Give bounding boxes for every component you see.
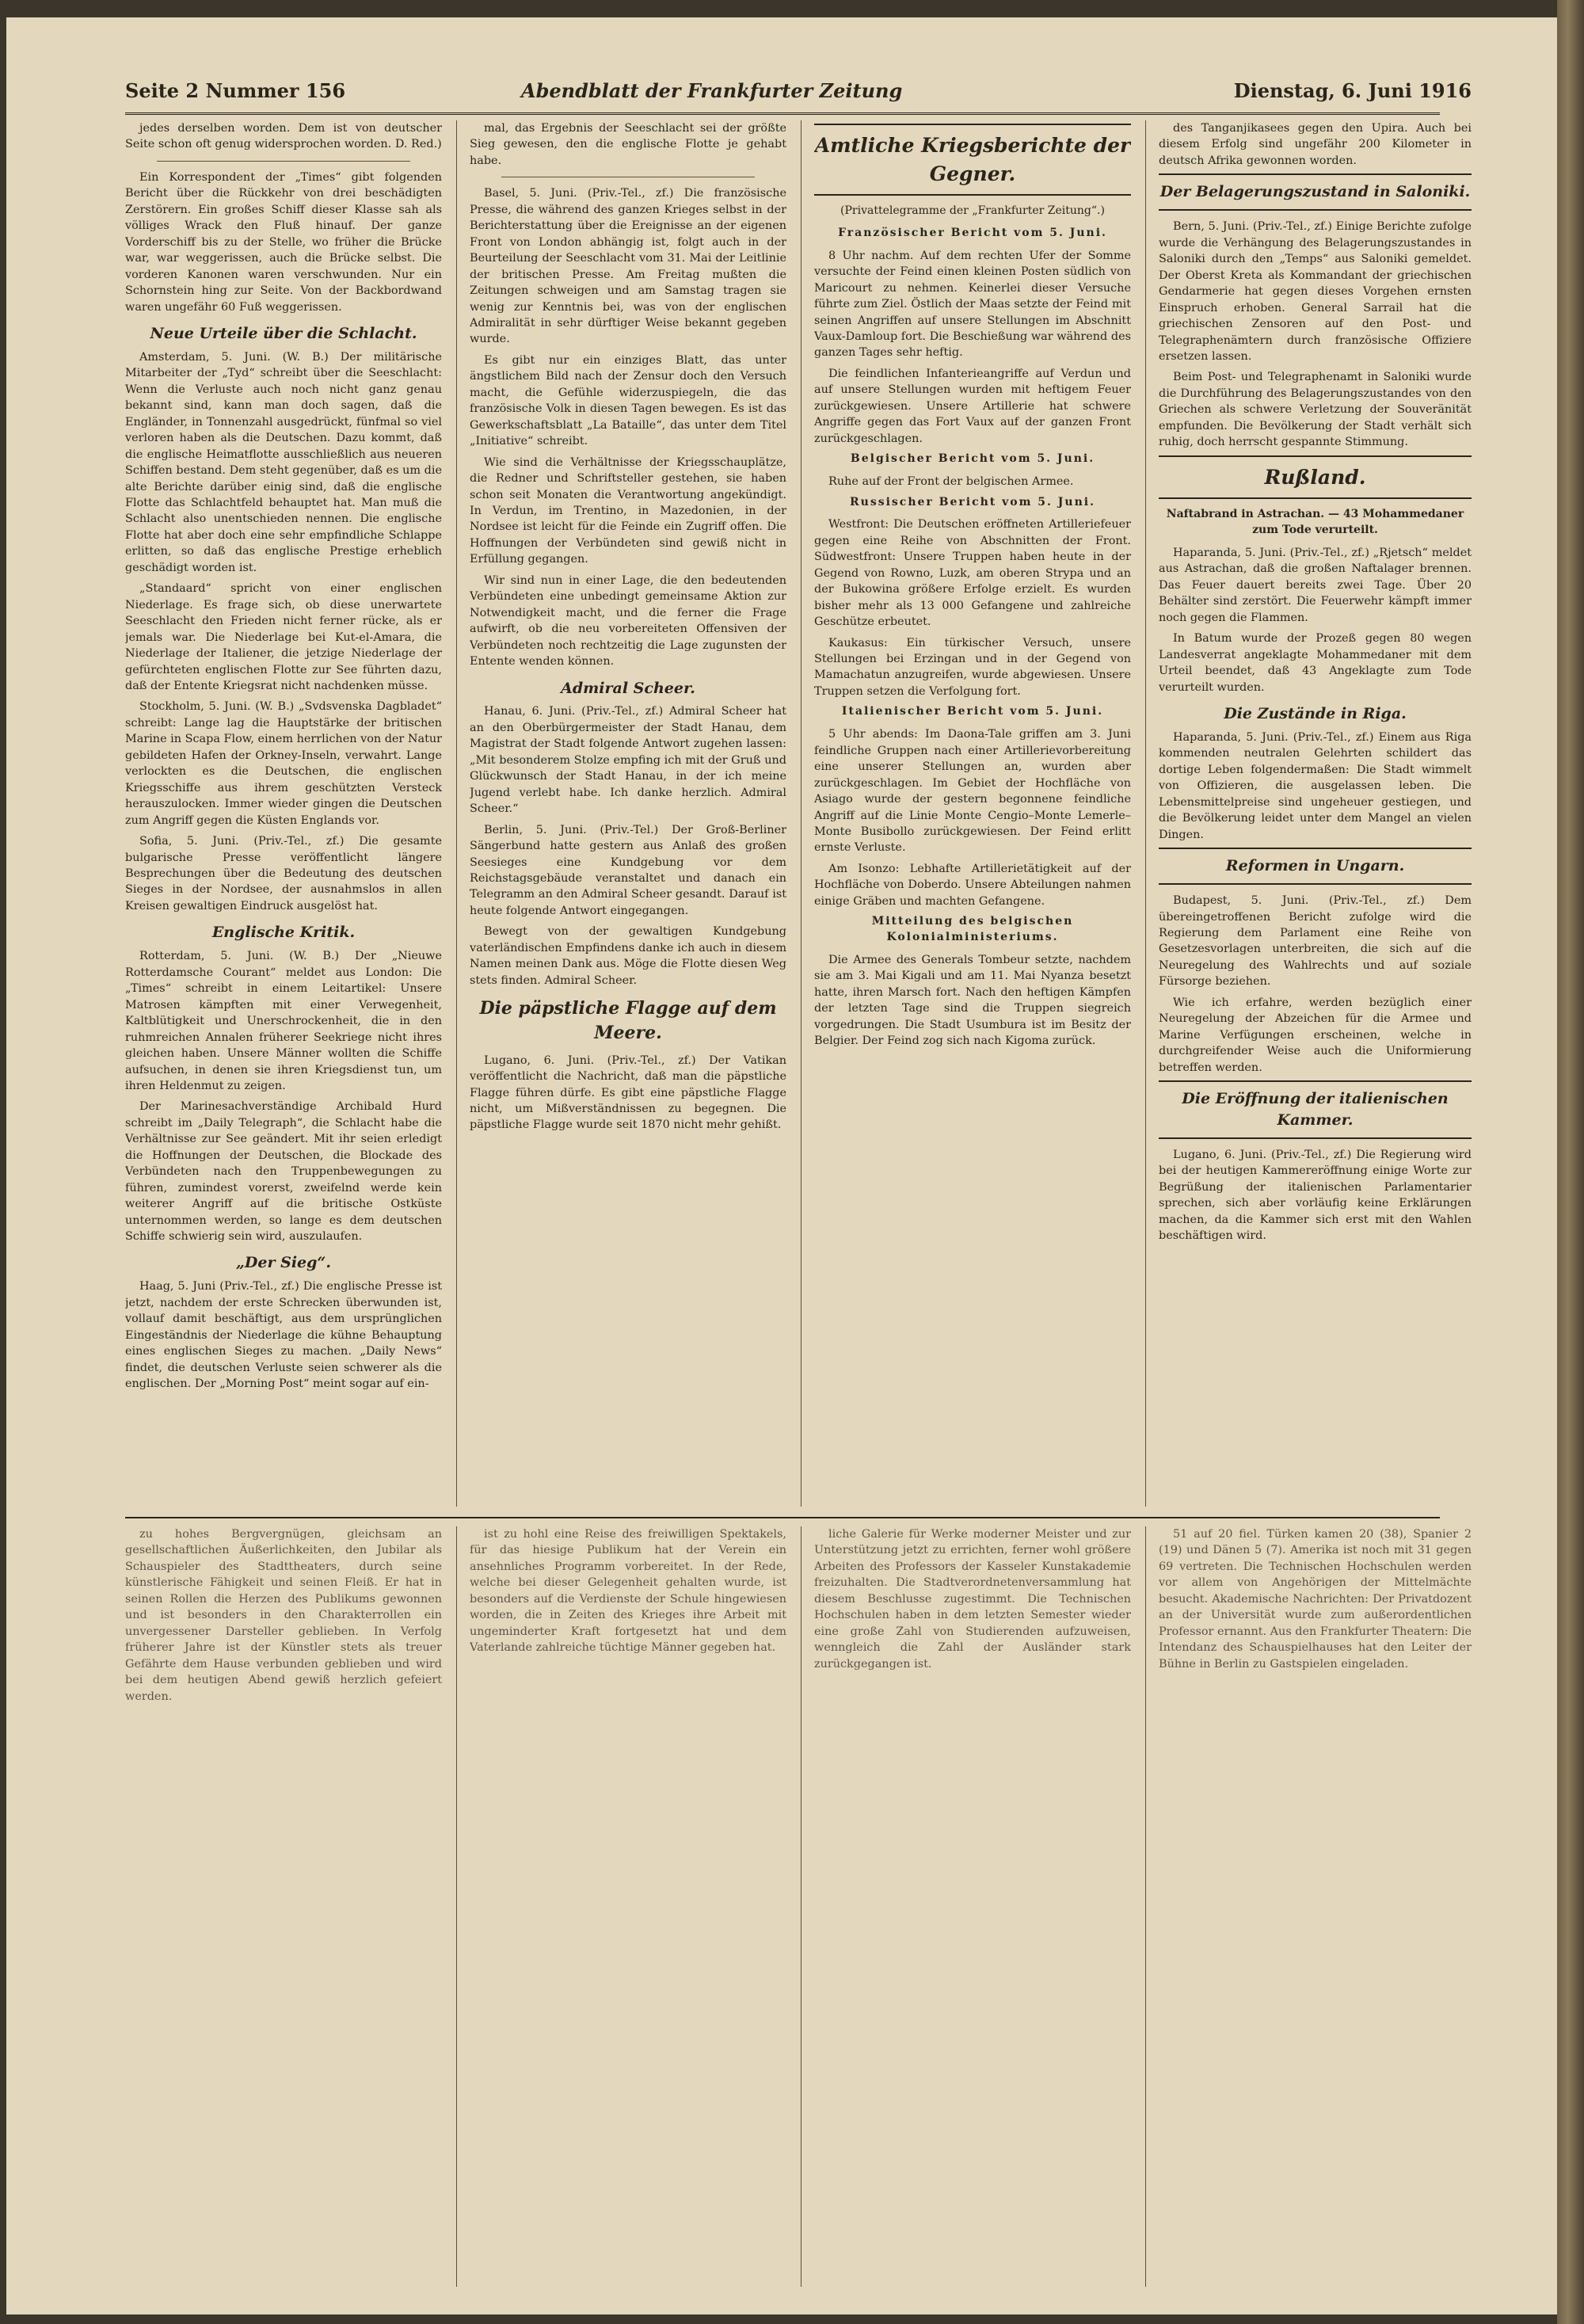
column-1	[125, 120, 442, 1507]
article-text: Lugano, 6. Juni. (Priv.-Tel., zf.) Der Vatikan veröffentlicht die Nachricht, daß man die päpstliche Flagge führen dürfe. Es gibt eine päpstliche Flagge nicht, um Mißverständnissen zu begegnen. Die päpstliche Flagge wurde seit 1870 nicht mehr gehißt.	[470, 1053, 786, 1132]
article-text: Die Armee des Generals Tombeur setzte, nachdem sie am 3. Mai Kigali und am 11. Mai Nyanza besetzt hatte, ihren Marsch fort. Nach den heftigen Kämpfen der letzten Tage sind die Truppen siegreich vorgedrungen. Die Stadt Usumbura ist im Besitz der Belgier. Der Feind zog sich nach Kigoma zurück.	[814, 953, 1131, 1048]
article-text: Ein Korrespondent der „Times“ gibt folgenden Bericht über die Rückkehr von drei beschädigten Zerstörern. Ein großes Schiff dieser Klasse sah als völliges Wrack den Fluß hinauf. Der ganze Vorderschiff bis zu der Stelle, wo früher die Brücke war, war weggerissen, auch die Brücke selbst. Die vorderen Kanonen waren verschwunden. Nur ein Schornstein hing zur Seite. Von der Backbordwand waren ungefähr 60 Fuß weggerissen.	[125, 170, 442, 314]
article-text: Am Isonzo: Lebhafte Artillerietätigkeit auf der Hochfläche von Doberdo. Unsere Abteilungen nahmen einige Gräben und machten Gefangene.	[814, 862, 1131, 908]
article-text: Budapest, 5. Juni. (Priv.-Tel., zf.) Dem übereingetroffenen Bericht zufolge wird die Regierung dem Parlament eine Reihe von Gesetzesvorlagen unterbreiten, die sich auf die Neuregelung des Wahlrechts und auf soziale Fürsorge beziehen.	[1159, 894, 1472, 989]
report-heading: Italienischer Bericht vom 5. Juni.	[841, 705, 1104, 718]
article-text: Die feindlichen Infanterieangriffe auf Verdun und auf unsere Stellungen wurden mit heftigem Feuer zurückgewiesen. Unsere Artillerie hat schwere Angriffe gegen das Fort Vaux auf der ganzen Front zurückgeschlagen.	[814, 367, 1131, 445]
article-heading: Die Zustände in Riga.	[1224, 705, 1407, 722]
feuilleton-column-1	[125, 1526, 442, 2287]
column-rule	[1145, 120, 1146, 1507]
article-text: des Tanganjikasees gegen den Upira. Auch bei diesem Erfolg sind ungefähr 200 Kilometer in deutsch Afrika gewonnen worden.	[1159, 122, 1472, 167]
page-binding-edge	[1557, 0, 1584, 2324]
article-text: Wir sind nun in einer Lage, die den bedeutenden Verbündeten eine unbedingt gemeinsame Aktion zur Notwendigkeit macht, und die ferner die Frage aufwirft, ob die neu vorbereiteten Offensiven der Verbündeten noch rechtzeitig die Lage zugunsten der Entente wenden können.	[470, 573, 786, 669]
section-heading-box	[1159, 455, 1472, 500]
article-text: Haparanda, 5. Juni. (Priv.-Tel., zf.) „Rjetsch“ meldet aus Astrachan, daß die großen Naftalager brennen. Das Feuer dauert bereits zwei Tage. Über 20 Behälter sind zerstört. Die Feuerwehr kämpft immer noch gegen die Flammen.	[1159, 546, 1472, 624]
section-heading-box	[1159, 173, 1472, 211]
article-heading: Der Belagerungszustand in Saloniki.	[1159, 183, 1471, 201]
article-text: In Batum wurde der Prozeß gegen 80 wegen Landesverrat angeklagte Mohammedaner mit dem Urteil beendet, daß 43 Angeklagte zum Tode verurteilt wurden.	[1159, 632, 1472, 694]
article-text: Es gibt nur ein einziges Blatt, das unter ängstlichem Bild nach der Zensur doch den Versuch macht, die Gefühle widerzuspiegeln, die das französische Volk in diesen Tagen bewegen. Es ist das Gewerkschaftsblatt „La Bataille“, das unter dem Titel „Initiative“ schreibt.	[470, 353, 786, 448]
article-text: Basel, 5. Juni. (Priv.-Tel., zf.) Die französische Presse, die während des ganzen Krieges selbst in der Berichterstattung über die Ereignisse an der eigenen Front von London abhängig ist, folgt auch in der Beurteilung der Seeschlacht vom 31. Mai der Leitlinie der britischen Presse. Am Freitag mußten die Zeitungen schweigen und am Samstag tragen sie wenig zur Kenntnis bei, was von der englischen Admiralität in sehr dürftiger Weise bekannt gegeben wurde.	[470, 187, 786, 346]
article-text: 5 Uhr abends: Im Daona-Tale griffen am 3. Juni feindliche Gruppen nach einer Artillerievorbereitung eine unserer Stellungen an, wurden aber zurückgeschlagen. Im Gebiet der Hochfläche von Asiago wurde der gestern begonnene feindliche Angriff auf die Linie Monte Cengio–Monte Lemerle–Monte Busibollo zurückgewiesen. Der Feind erlitt ernste Verluste.	[814, 728, 1131, 855]
article-text: Beim Post- und Telegraphenamt in Saloniki wurde die Durchführung des Belagerungszustandes von den Griechen als schwere Verletzung der Souveränität empfunden. Die Bevölkerung der Stadt verhält sich ruhig, doch herrscht gespannte Stimmung.	[1159, 371, 1472, 449]
column-rule	[801, 1526, 802, 2287]
page-number: Seite 2 Nummer 156	[125, 79, 346, 102]
column-rule	[456, 1526, 457, 2287]
article-text: Westfront: Die Deutschen eröffneten Artilleriefeuer gegen eine Reihe von Abschnitten der Front. Südwestfront: Unsere Truppen haben heute in der Gegend von Rowno, Luzk, am oberen Strypa und an der Bukowina größere Erfolge erzielt. Es wurden bisher mehr als 13 000 Gefangene und zahlreiche Geschütze erbeutet.	[814, 518, 1131, 629]
article-heading: Neue Urteile über die Schlacht.	[150, 324, 417, 342]
section-heading: Amtliche Kriegsberichte der Gegner.	[814, 134, 1131, 185]
report-heading: Mitteilung des belgischen Kolonialministeriums.	[871, 915, 1074, 944]
article-text: Rotterdam, 5. Juni. (W. B.) Der „Nieuwe Rotterdamsche Courant“ meldet aus London: Die „Times“ schreibt in einem Leitartikel: Unsere Matrosen kämpften mit einer Verwegenheit, Kaltblütigkeit und Unerschrockenheit, die in den ruhmreichen Annalen früherer Seekriege nicht ihres gleichen haben. Unsere Männer wollten die Schiffe aufsuchen, in denen sie ihren Kriegsdienst tun, um ihren Heldenmut zu zeigen.	[125, 950, 442, 1092]
article-heading: Die Eröffnung der italienischen Kammer.	[1182, 1090, 1449, 1130]
newspaper-title: Abendblatt der Frankfurter Zeitung	[521, 79, 903, 102]
article-heading: „Der Sieg“.	[236, 1254, 331, 1272]
article-heading: Die päpstliche Flagge auf dem Meere.	[479, 998, 777, 1044]
newspaper-page	[6, 17, 1557, 2314]
article-text: Kaukasus: Ein türkischer Versuch, unsere Stellungen bei Erzingan und in der Gegend von Mamachatun anzugreifen, wurde abgewiesen. Unsere Truppen setzen die Verfolgung fort.	[814, 636, 1131, 698]
column-rule	[1145, 1526, 1146, 2287]
column-4	[1159, 120, 1472, 1507]
feuilleton-text: 51 auf 20 fiel. Türken kamen 20 (38), Spanier 2 (19) und Dänen 5 (7). Amerika ist noch mit 31 gegen 69 vertreten. Die Technischen Hochschulen werden vor allem von Angehörigen der Mittelmächte besucht. Akademische Nachrichten: Der Privatdozent an der Universität wurde zum außerordentlichen Professor ernannt. Aus den Frankfurter Theatern: Die Intendanz des Schauspielhauses hat den Leiter der Bühne in Berlin zu Gastspielen eingeladen.	[1159, 1528, 1472, 1671]
article-text: Ruhe auf der Front der belgischen Armee.	[828, 475, 1074, 489]
divider	[157, 161, 410, 162]
article-text: mal, das Ergebnis der Seeschlacht sei der größte Sieg gewesen, den die englische Flotte je gehabt habe.	[470, 122, 786, 167]
feuilleton-column-3	[814, 1526, 1131, 2287]
feuilleton-rule	[125, 1517, 1440, 1518]
column-2	[470, 120, 786, 1507]
feuilleton-text: zu hohes Bergvergnügen, gleichsam an gesellschaftlichen Äußerlichkeiten, den Jubilar als Schauspieler des Stadttheaters, durch seine künstlerische Fähigkeit und seinen Fleiß. Er hat in seinen Rollen die Herzen des Publikums gewonnen und ist besonders in den Charakterrollen ein unvergessener Darsteller geblieben. In Verfolg früherer Jahre ist der Künstler stets als treuer Gefährte dem Hause verbunden geblieben und wird bei dem heutigen Abend gewiß herzlich gefeiert werden.	[125, 1528, 442, 1703]
article-text: Wie ich erfahre, werden bezüglich einer Neuregelung der Abzeichen für die Armee und Marine Verfügungen erscheinen, welche in durchgreifender Weise auch die Uniformierung betreffen werden.	[1159, 996, 1472, 1074]
section-heading-box	[814, 124, 1131, 196]
article-text: Stockholm, 5. Juni. (W. B.) „Svdsvenska Dagbladet“ schreibt: Lange lag die Hauptstärke der britischen Marine in Scapa Flow, einem herrlichen von der Natur gebildeten Hafen der Orkney-Inseln, verwahrt. Lange verlockten es die Deutschen, die englischen Kriegsschiffe aus ihrem geschützten Versteck herauszulocken. Immer wieder gingen die Deutschen zum Angriff gegen die Küsten Englands vor.	[125, 700, 442, 827]
article-text: Hanau, 6. Juni. (Priv.-Tel., zf.) Admiral Scheer hat an den Oberbürgermeister der Stadt Hanau, dem Magistrat der Stadt folgende Antwort zugehen lassen: „Mit besonderem Stolze empfing ich mit der Gruß und Glückwunsch der Stadt Hanau, in der ich meine Jugend verlebt habe. Ich danke herzlich. Admiral Scheer.“	[470, 705, 786, 816]
section-heading: Rußland.	[1264, 465, 1366, 489]
article-text: Haparanda, 5. Juni. (Priv.-Tel., zf.) Einem aus Riga kommenden neutralen Gelehrten schildert das dortige Leben folgendermaßen: Die Stadt wimmelt von Offizieren, die ausgelassen leben. Die Lebensmittelpreise sind ungeheuer gestiegen, und die Bevölkerung leidet unter dem Mangel an vielen Dingen.	[1159, 730, 1472, 841]
section-subheading: (Privattelegramme der „Frankfurter Zeitung“.)	[840, 204, 1105, 217]
article-heading: Reformen in Ungarn.	[1225, 857, 1405, 875]
report-heading: Belgischer Bericht vom 5. Juni.	[850, 452, 1095, 466]
section-subheading: Naftabrand in Astrachan. — 43 Mohammedaner zum Tode verurteilt.	[1166, 508, 1464, 537]
column-3	[814, 120, 1131, 1507]
article-text: jedes derselben worden. Dem ist von deutscher Seite schon oft genug widersprochen worden. D. Red.)	[125, 122, 442, 151]
article-text: Der Marinesachverständige Archibald Hurd schreibt im „Daily Telegraph“, die Schlacht habe die Verhältnisse zur See geändert. Mit ihr seien erledigt die Hoffnungen der Deutschen, die Blockade des Verbündeten nach den Truppenbewegungen zu führen, zumindest vorerst, zweifelnd werde kein weiterer Angriff auf die britische Ostküste unternommen werden, so lange es dem deutschen Schiffe schwierig sein wird, auszulaufen.	[125, 1100, 442, 1244]
article-text: 8 Uhr nachm. Auf dem rechten Ufer der Somme versuchte der Feind einen kleinen Posten südlich von Maricourt zu nehmen. Keinerlei dieser Versuche führte zum Ziel. Östlich der Maas setzte der Feind mit seinen Angriffen auf unsere Stellungen im Abschnitt Vaux-Damloup fort. Die Beschießung war während des ganzen Tages sehr heftig.	[814, 249, 1131, 360]
article-text: Bern, 5. Juni. (Priv.-Tel., zf.) Einige Berichte zufolge wurde die Verhängung des Belagerungszustandes in Saloniki durch den „Temps“ aus Saloniki gemeldet. Der Oberst Kreta als Kommandant der griechischen Gendarmerie hat gegen dieses Vorgehen ernsten Einspruch erhoben. General Sarrail hat die griechischen Zensoren auf den Post- und Telegraphenämtern durch französische Offiziere ersetzen lassen.	[1159, 220, 1472, 363]
article-text: „Standaard“ spricht von einer englischen Niederlage. Es frage sich, ob diese unerwartete Seeschlacht den Frieden nicht ferner rücke, als er jemals war. Die Niederlage bei Kut-el-Amara, die Niederlage der Italiener, die jetzige Niederlage der gefürchteten englischen Flotte zur See führten dazu, daß der Entente Kriegsrat nicht nachdenken müsse.	[125, 582, 442, 693]
feuilleton-text: liche Galerie für Werke moderner Meister und zur Unterstützung jetzt zu errichten, ferner wohl größere Arbeiten des Professors der Kasseler Kunstakademie freizuhalten. Die Stadtverordnetenversammlung hat diesem Beschlusse zugestimmt. Die Technischen Hochschulen haben in dem letzten Semester wieder eine große Zahl von Studierenden aufzuweisen, wenngleich die Zahl der Ausländer stark zurückgegangen ist.	[814, 1528, 1131, 1671]
section-heading-box	[1159, 1080, 1472, 1139]
article-heading: Admiral Scheer.	[561, 679, 695, 697]
issue-date: Dienstag, 6. Juni 1916	[1233, 79, 1472, 102]
report-heading: Französischer Bericht vom 5. Juni.	[838, 226, 1107, 239]
feuilleton-column-2	[470, 1526, 786, 2287]
report-heading: Russischer Bericht vom 5. Juni.	[850, 495, 1095, 509]
masthead	[125, 65, 1472, 115]
section-heading-box	[1159, 848, 1472, 885]
article-text: Haag, 5. Juni (Priv.-Tel., zf.) Die englische Presse ist jetzt, nachdem der erste Schrecken überwunden ist, vollauf damit beschäftigt, aus dem ursprünglichen Eingeständnis der Niederlage die kühne Behauptung eines englischen Sieges zu machen. „Daily News“ findet, die deutschen Verluste seien schwerer als die englischen. Der „Morning Post“ meint sogar auf ein-	[125, 1280, 442, 1391]
article-text: Berlin, 5. Juni. (Priv.-Tel.) Der Groß-Berliner Sängerbund hatte gestern aus Anlaß des großen Seesieges eine Kundgebung vor dem Reichstagsgebäude veranstaltet und danach ein Telegramm an den Admiral Scheer gesandt. Darauf ist heute folgende Antwort eingegangen.	[470, 823, 786, 917]
feuilleton-text: ist zu hohl eine Reise des freiwilligen Spektakels, für das hiesige Publikum hat der Verein ein ansehnliches Programm vorbereitet. In der Rede, welche bei dieser Gelegenheit gehalten wurde, ist besonders auf die Verdienste der Schule hingewiesen worden, die in Zeiten des Krieges ihre Arbeit mit ungeminderter Kraft fortgesetzt hat und dem Vaterlande zahlreiche tüchtige Männer gegeben hat.	[470, 1528, 786, 1655]
article-text: Bewegt von der gewaltigen Kundgebung vaterländischen Empfindens danke ich auch in diesem Namen meinen Dank aus. Möge die Flotte diesen Weg stets finden. Admiral Scheer.	[470, 925, 786, 987]
article-text: Lugano, 6. Juni. (Priv.-Tel., zf.) Die Regierung wird bei der heutigen Kammereröffnung einige Worte zur Begrüßung der italienischen Parlamentarier sprechen, sich aber vorläufig keine Erklärungen machen, da die Kammer sich erst mit den Wahlen beschäftigen wird.	[1159, 1149, 1472, 1243]
article-text: Sofia, 5. Juni. (Priv.-Tel., zf.) Die gesamte bulgarische Presse veröffentlicht längere Besprechungen über die Bedeutung des deutschen Sieges in der Nordsee, der ausnahmslos in allen Kreisen gewaltigen Eindruck ausgelöst hat.	[125, 835, 442, 912]
article-heading: Englische Kritik.	[211, 924, 356, 942]
article-text: Amsterdam, 5. Juni. (W. B.) Der militärische Mitarbeiter der „Tyd“ schreibt über die Seeschlacht: Wenn die Verluste auch noch nicht ganz genau bekannt sind, kann man doch sagen, daß die Engländer, in Tonnenzahl ausgedrückt, fünfmal so viel verloren haben als die Deutschen. Dazu kommt, daß die englische Heimatflotte ausschließlich aus neueren Schiffen bestand. Dem steht gegenüber, daß es um die alte Berichte darüber einig sind, daß die englische Flotte das Schlachtfeld behauptet hat. Man muß die Schlacht also unentschieden nennen. Die englische Flotte hat aber doch eine sehr empfindliche Schlappe erlitten, so daß das englische Prestige erheblich geschädigt worden ist.	[125, 350, 442, 574]
column-rule	[801, 120, 802, 1507]
feuilleton-column-4	[1159, 1526, 1472, 2287]
column-rule	[456, 120, 457, 1507]
article-text: Wie sind die Verhältnisse der Kriegsschauplätze, die Redner und Schriftsteller gestehen, sie haben schon seit Monaten die Verantwortung angekündigt. In Verdun, im Trentino, in Mazedonien, in der Nordsee ist leicht für die Feinde ein Zugriff offen. Die Hoffnungen der Verbündeten sind gewiß nicht in Erfüllung gegangen.	[470, 455, 786, 566]
